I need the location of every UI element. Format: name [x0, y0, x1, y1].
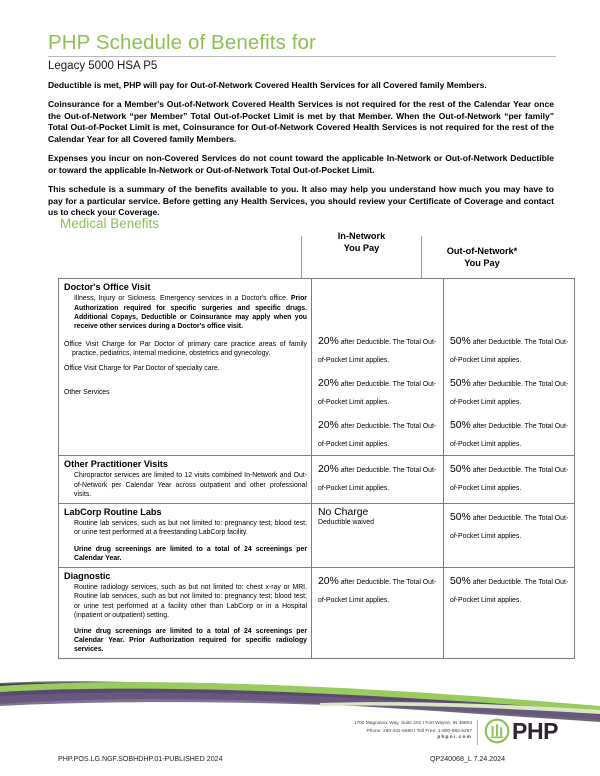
cell-in-network-cost	[312, 456, 444, 504]
cell-out-of-network-cost	[444, 456, 575, 504]
cell-service-description	[59, 456, 312, 504]
intro-paragraph-2: Coinsurance for a Member's Out-of-Network Covered Health Services is not required for the rest of the Calendar Year once the Out-of-Network “per Member” Total Out-of-Pocket Limit is met by that Member. When the Out-of-Network “per family” Total Out-of-Pocket Limit is met, Coinsurance for Out-of-Network Covered Health Services is not required for the rest of the Calendar Year for all Covered family Members.	[48, 99, 554, 144]
cost-percent: 20%	[318, 575, 339, 587]
cost-percent: 50%	[450, 464, 471, 475]
benefits-table	[58, 231, 569, 659]
cost-percent: 20%	[318, 336, 339, 347]
cost-percent: 20%	[318, 464, 339, 475]
cost-value	[450, 331, 570, 367]
footer-website[interactable]: phpni.com	[437, 735, 472, 741]
cost-detail: after Deductible. The Total Out-of-Pocket Limit applies.	[450, 423, 569, 448]
plan-name: Legacy 5000 HSA P5	[48, 59, 158, 72]
column-header-out-of-network-label: Out-of-Network*	[446, 246, 518, 256]
benefits-table-body	[58, 278, 575, 659]
cell-service-description	[59, 279, 312, 456]
table-row	[59, 567, 575, 659]
service-description: Routine lab services, such as but not limited to: pregnancy test; blood test; or urine test performed at a freestanding LabCorp facility.	[74, 520, 307, 537]
cell-in-network-cost	[312, 567, 444, 659]
cell-out-of-network-cost	[444, 279, 575, 456]
footer-address	[312, 719, 472, 742]
cost-percent: 50%	[450, 420, 471, 431]
cost-percent: 20%	[318, 378, 339, 389]
php-logo-mark-icon	[484, 718, 510, 744]
cost-detail: after Deductible. The Total Out-of-Pocket Limit applies.	[450, 381, 569, 406]
footer-address-line-1: 1700 Magnavox Way, Suite 201 I Fort Wayne, IN 46804	[353, 720, 472, 725]
cost-percent: 50%	[450, 575, 471, 587]
cost-value	[318, 331, 439, 367]
cost-value	[318, 571, 439, 607]
cost-detail: after Deductible. The Total Out-of-Pocket Limit applies.	[450, 514, 569, 540]
cost-percent: 50%	[450, 336, 471, 347]
page-title: PHP Schedule of Benefits for	[48, 31, 316, 54]
cost-value	[450, 415, 570, 451]
column-header-in-network-label: In-Network	[337, 231, 386, 241]
intro-text-block	[48, 80, 554, 219]
cost-detail: after Deductible. The Total Out-of-Pocket Limit applies.	[318, 467, 437, 492]
cost-percent: 50%	[450, 378, 471, 389]
service-description: Chiropractor services are limited to 12 visits combined In-Network and Out-of-Network per Calendar Year across outpatient and other professional visits.	[74, 472, 307, 498]
service-subitem: Office Visit Charge for Par Doctor of primary care practice areas of family practice, pediatrics, internal medicine, obstetrics and gynecology.	[64, 341, 307, 358]
column-header-in-network-sublabel: You Pay	[343, 243, 380, 253]
service-name: Other Practitioner Visits	[64, 459, 168, 469]
cost-value	[318, 415, 439, 451]
service-name: Doctor's Office Visit	[64, 282, 151, 292]
document-header	[48, 32, 556, 74]
cell-in-network-cost	[312, 279, 444, 456]
cost-value	[450, 373, 570, 409]
service-subitem: Office Visit Charge for Par Doctor of specialty care.	[64, 365, 220, 373]
table-row	[59, 279, 575, 456]
service-subitem: Other Services	[64, 388, 110, 396]
cost-detail: after Deductible. The Total Out-of-Pocket Limit applies.	[450, 339, 569, 364]
intro-paragraph-3: Expenses you incur on non-Covered Services do not count toward the applicable In-Network or Out-of-Network Deductible or toward the applicable In-Network or Out-of-Network Total Out-of-Pocket Limit.	[48, 153, 554, 175]
cell-service-description	[59, 503, 312, 567]
intro-paragraph-4: This schedule is a summary of the benefits available to you. It also may help you understand how much you may have to pay for a particular service. Before getting any Health Services, you should review your Certificate of Coverage and contact us to check your Coverage.	[48, 184, 554, 218]
cost-value	[450, 507, 570, 543]
php-logo	[484, 718, 558, 744]
service-description-bold: Prior Authorization required for specific surgeries and specific drugs. Additional Copays, Deductible or Coinsurance may apply when you receive other services during a Doctor's office visit.	[74, 295, 307, 330]
cost-percent: 20%	[318, 420, 339, 431]
section-heading-medical-benefits: Medical Benefits	[60, 216, 160, 231]
cell-out-of-network-cost	[444, 503, 575, 567]
cost-detail: after Deductible. The Total Out-of-Pocket Limit applies.	[318, 578, 437, 604]
php-logo-wordmark: PHP	[512, 717, 559, 744]
column-header-description	[58, 236, 301, 278]
cost-value	[450, 459, 570, 495]
column-header-out-of-network-sublabel: You Pay	[464, 257, 500, 268]
cost-value	[450, 571, 570, 607]
cost-value	[318, 373, 439, 409]
cost-detail: after Deductible. The Total Out-of-Pocket Limit applies.	[450, 578, 569, 604]
cost-value	[318, 459, 439, 495]
service-description-bold: Urine drug screenings are limited to a total of 24 screenings per Calendar Year.	[74, 545, 307, 562]
table-column-headers	[58, 231, 542, 278]
service-description-normal: Illness, Injury or Sickness. Emergency services in a Doctor's office.	[74, 295, 291, 303]
cost-detail: after Deductible. The Total Out-of-Pocket Limit applies.	[318, 381, 437, 406]
cost-percent: No Charge	[318, 506, 369, 518]
service-name: Diagnostic	[64, 570, 111, 581]
service-description	[74, 294, 307, 331]
cell-service-description	[59, 567, 312, 659]
table-row	[59, 503, 575, 567]
document-form-code: PHP.POS.LG.NGF.SOBHDHP.01-PUBLISHED 2024	[58, 755, 223, 763]
table-row	[59, 456, 575, 504]
footer-divider	[477, 720, 478, 745]
cost-percent: 50%	[450, 511, 471, 523]
cost-detail: Deductible waived	[318, 519, 374, 527]
cost-detail: after Deductible. The Total Out-of-Pocket Limit applies.	[318, 423, 437, 448]
cost-value	[318, 507, 439, 528]
cell-out-of-network-cost	[444, 567, 575, 659]
document-reference-code: QP240068_L 7.24.2024	[430, 755, 506, 763]
cost-detail: after Deductible. The Total Out-of-Pocket Limit applies.	[318, 339, 437, 364]
column-header-out-of-network	[422, 236, 542, 278]
service-description: Routine radiology services, such as but not limited to: chest x-ray or MRI. Routine lab services, such as but not limited to: pregnancy test; blood test; or urine test performed at a facility other than LabCorp or in a Hospital (inpatient or outpatient) setting.	[74, 584, 307, 619]
footer-address-line-2: Phone: 260-432-6690 I Toll Free: 1-800-982-6257	[366, 727, 472, 733]
service-description-bold: Urine drug screenings are limited to a total of 24 screenings per Calendar Year. Prior Authorization required for specific radiology services.	[74, 627, 307, 654]
title-divider	[48, 56, 556, 57]
cost-detail: after Deductible. The Total Out-of-Pocket Limit applies.	[450, 467, 569, 492]
service-name: LabCorp Routine Labs	[64, 506, 162, 517]
column-header-in-network	[301, 231, 422, 278]
cell-in-network-cost	[312, 503, 444, 567]
intro-paragraph-1: Deductible is met, PHP will pay for Out-of-Network Covered Health Services for all Covered family Members.	[48, 80, 487, 90]
